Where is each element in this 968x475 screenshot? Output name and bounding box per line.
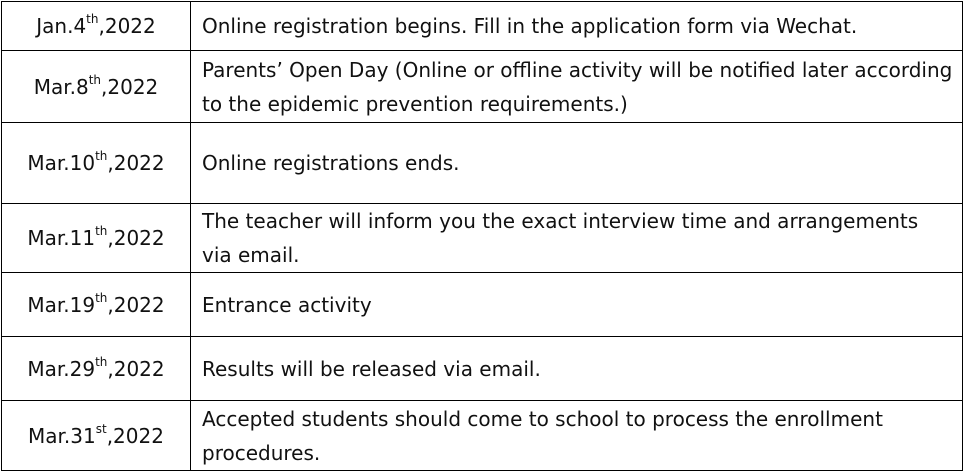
event-cell: Entrance activity: [191, 273, 963, 337]
date-text: Mar.29: [27, 356, 96, 381]
date-text: Mar.31: [28, 423, 96, 448]
date-cell: [2, 204, 191, 273]
date-cell: [2, 123, 191, 204]
date-cell: [2, 2, 191, 51]
date-text: Mar.10: [27, 151, 96, 175]
date-year: ,2022: [98, 14, 156, 38]
event-cell: The teacher will inform you the exact interview time and arrangements via email.: [191, 204, 963, 273]
event-cell: Results will be released via email.: [191, 337, 963, 401]
date-cell: [2, 273, 191, 337]
date-cell: [2, 337, 191, 401]
date-cell: [2, 51, 191, 123]
event-cell: Parents’ Open Day (Online or offline activity will be notified later according to the epidemic prevention requirements.): [191, 51, 963, 123]
date-year: ,2022: [107, 151, 165, 175]
date-text: Mar.11: [27, 226, 96, 250]
event-cell: Online registration begins. Fill in the application form via Wechat.: [191, 2, 963, 51]
date-cell: [2, 401, 191, 471]
table-row: [2, 204, 963, 273]
table-row: [2, 401, 963, 471]
date-year: ,2022: [106, 423, 164, 448]
date-text: Jan.4: [36, 14, 87, 38]
table-row: [2, 273, 963, 337]
date-ordinal: th: [88, 72, 102, 87]
date-ordinal: st: [95, 421, 107, 436]
event-cell: Accepted students should come to school to process the enrollment procedures.: [191, 401, 963, 471]
date-text: Mar.8: [33, 74, 89, 99]
date-year: ,2022: [107, 356, 165, 381]
date-year: ,2022: [107, 226, 165, 250]
date-year: ,2022: [101, 74, 159, 99]
date-year: ,2022: [107, 292, 165, 317]
date-ordinal: th: [95, 224, 108, 239]
table-row: [2, 2, 963, 51]
date-ordinal: th: [95, 149, 108, 164]
table-row: [2, 51, 963, 123]
table-row: [2, 337, 963, 401]
date-ordinal: th: [95, 354, 108, 369]
date-text: Mar.19: [27, 292, 96, 317]
date-ordinal: th: [86, 12, 99, 27]
table-row: [2, 123, 963, 204]
schedule-table: [1, 1, 963, 471]
event-cell: Online registrations ends.: [191, 123, 963, 204]
date-ordinal: th: [95, 290, 108, 305]
